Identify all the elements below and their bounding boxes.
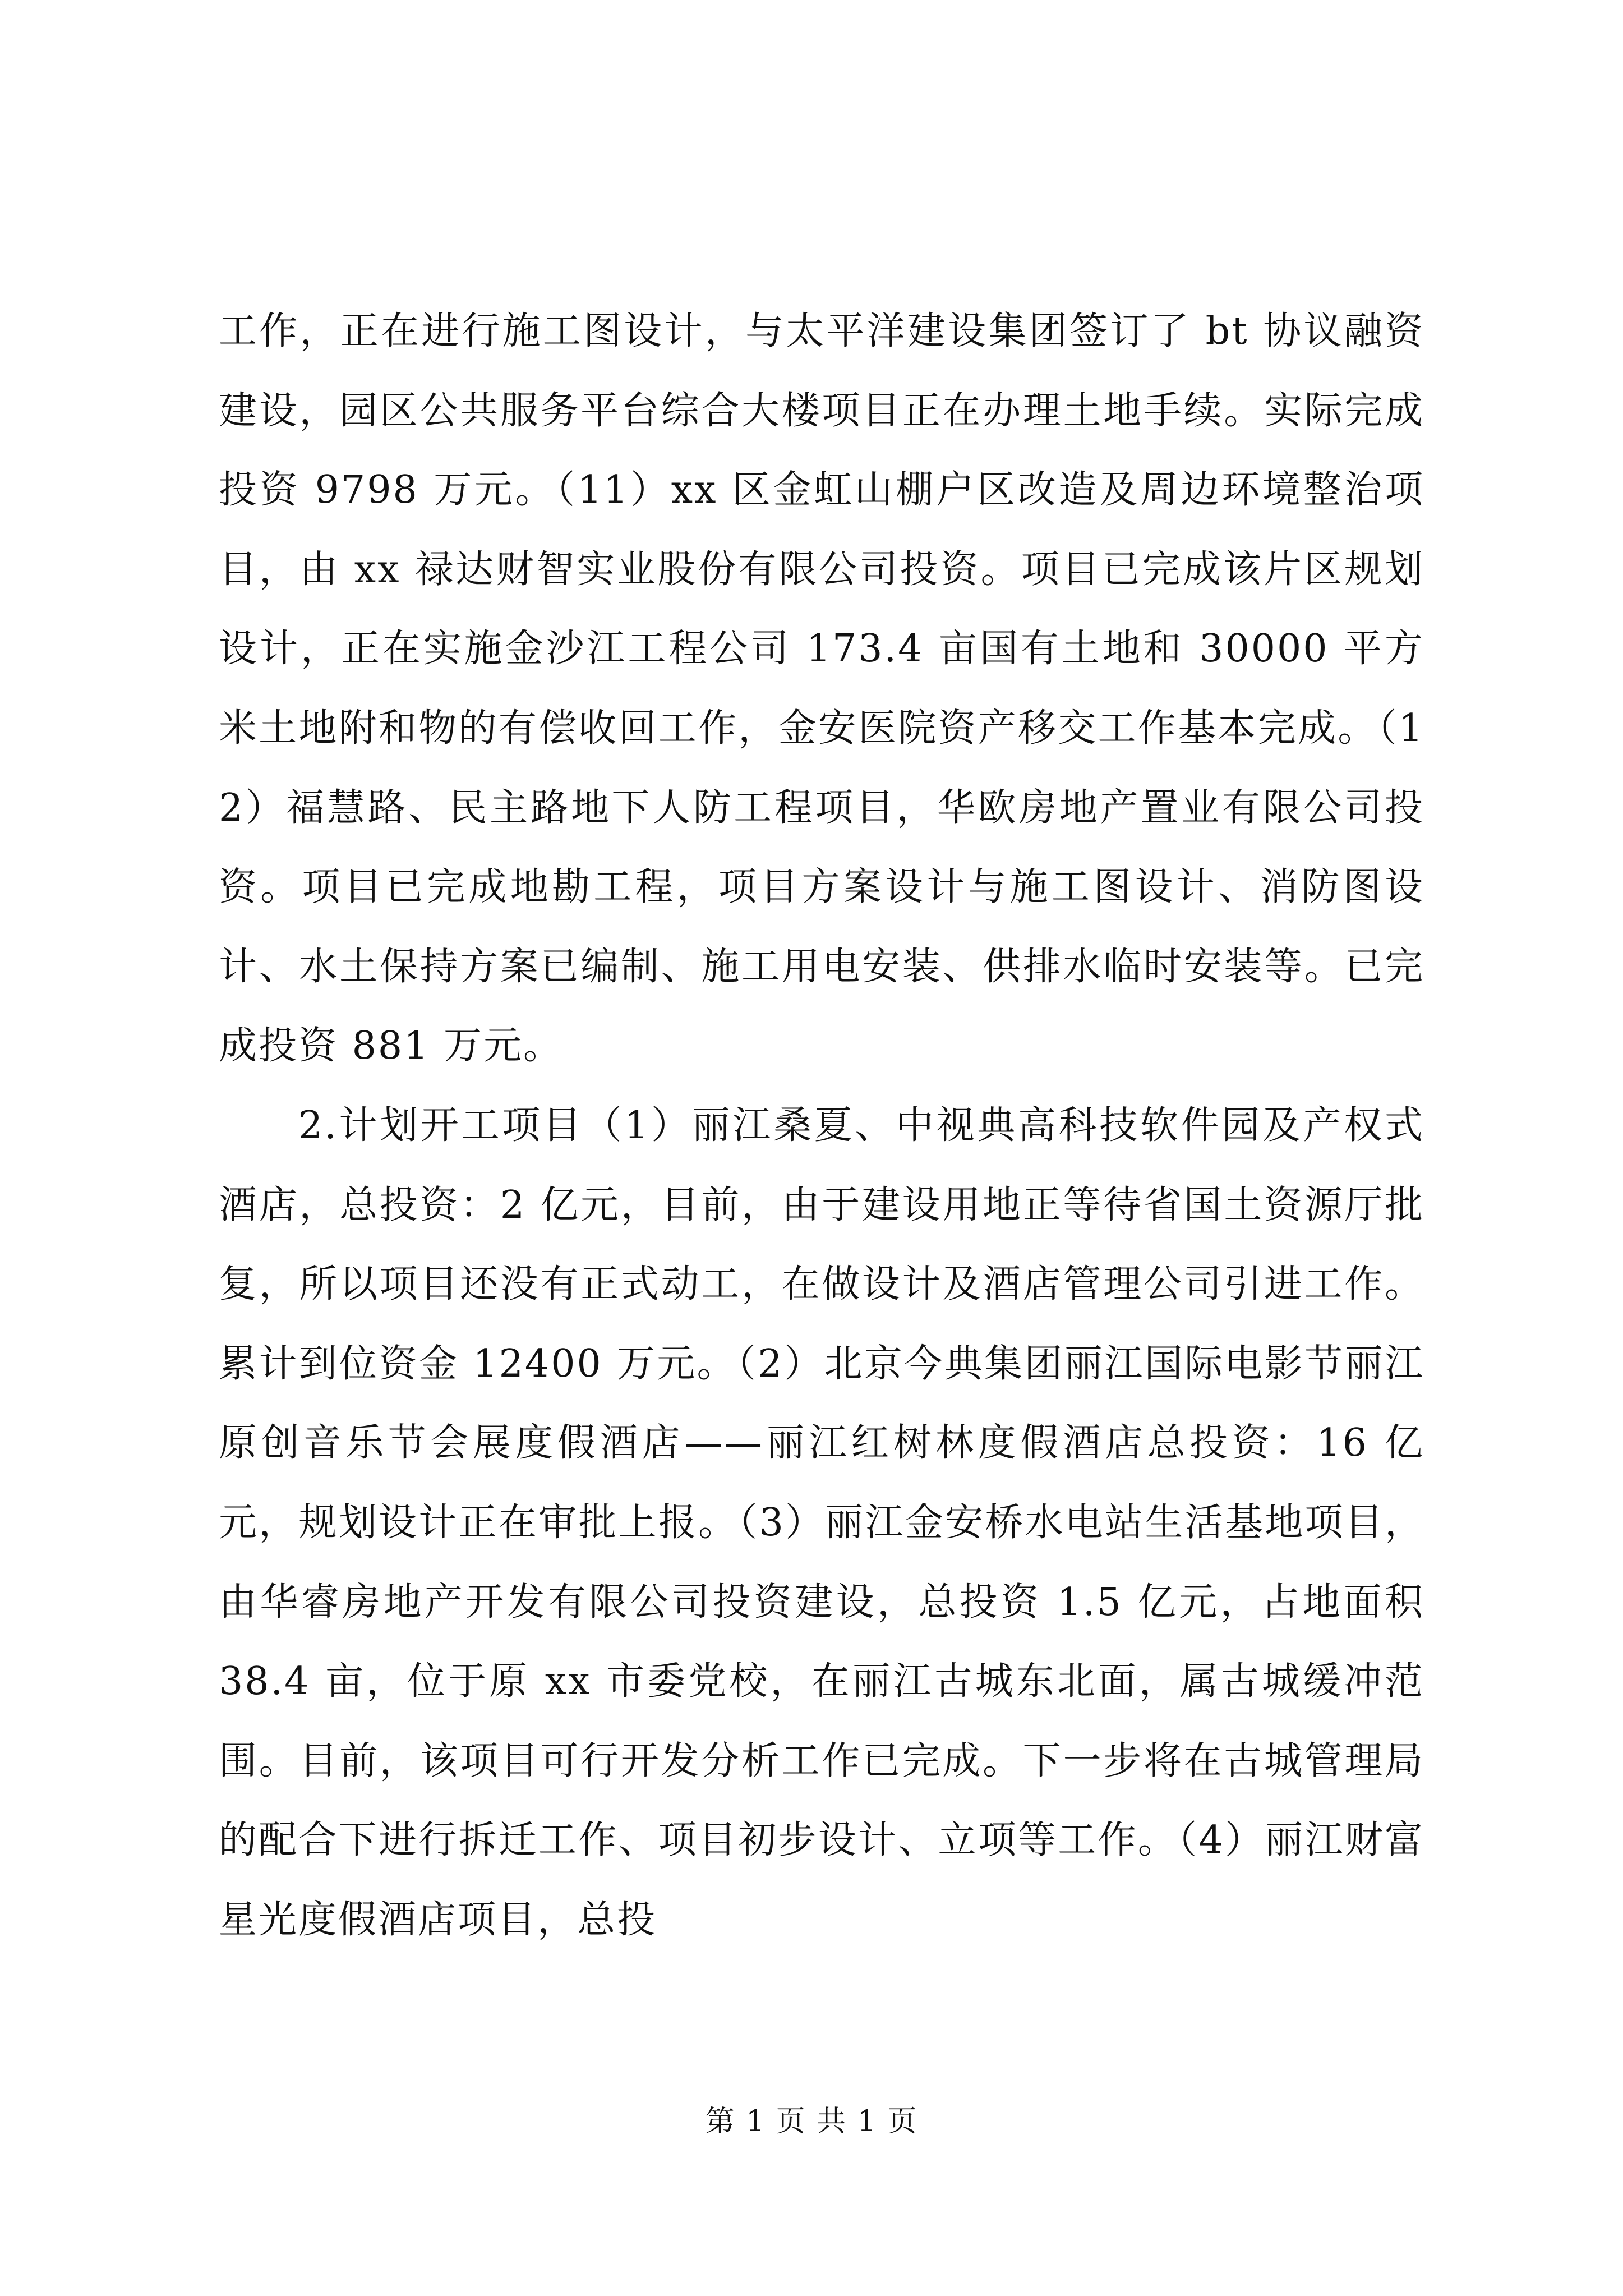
page-footer: 第 1 页 共 1 页 [705,2105,918,2138]
paragraph-1: 工作，正在进行施工图设计，与太平洋建设集团签订了 bt 协议融资建设，园区公共服务平台综合大楼项目正在办理土地手续。实际完成投资 9798 万元。（11）xx 区金虹山棚户区改造及周边环境整治项目，由 xx 禄达财智实业股份有限公司投资。项目已完成该片区规划设计，正在实施金沙江工程公司 173.4 亩国有土地和 30000 平方米土地附和物的有偿收回工作，金安医院资产移交工作基本完成。（12）福慧路、民主路地下人防工程项目，华欧房地产置业有限公司投资。项目已完成地勘工程，项目方案设计与施工图设计、消防图设计、水土保持方案已编制、施工用电安装、供排水临时安装等。已完成投资 881 万元。 [219,309,1424,1069]
document-body [219,292,1424,1959]
paragraph-2: 2.计划开工项目（1）丽江桑夏、中视典高科技软件园及产权式酒店，总投资：2 亿元，目前，由于建设用地正等待省国土资源厅批复，所以项目还没有正式动工，在做设计及酒店管理公司引进工作。累计到位资金 12400 万元。（2）北京今典集团丽江国际电影节丽江原创音乐节会展度假酒店——丽江红树林度假酒店总投资：16 亿元，规划设计正在审批上报。（3）丽江金安桥水电站生活基地项目，由华睿房地产开发有限公司投资建设，总投资 1.5 亿元，占地面积 38.4 亩，位于原 xx 市委党校，在丽江古城东北面，属古城缓冲范围。目前，该项目可行开发分析工作已完成。下一步将在古城管理局的配合下进行拆迁工作、项目初步设计、立项等工作。（4）丽江财富星光度假酒店项目，总投 [219,1103,1424,1942]
